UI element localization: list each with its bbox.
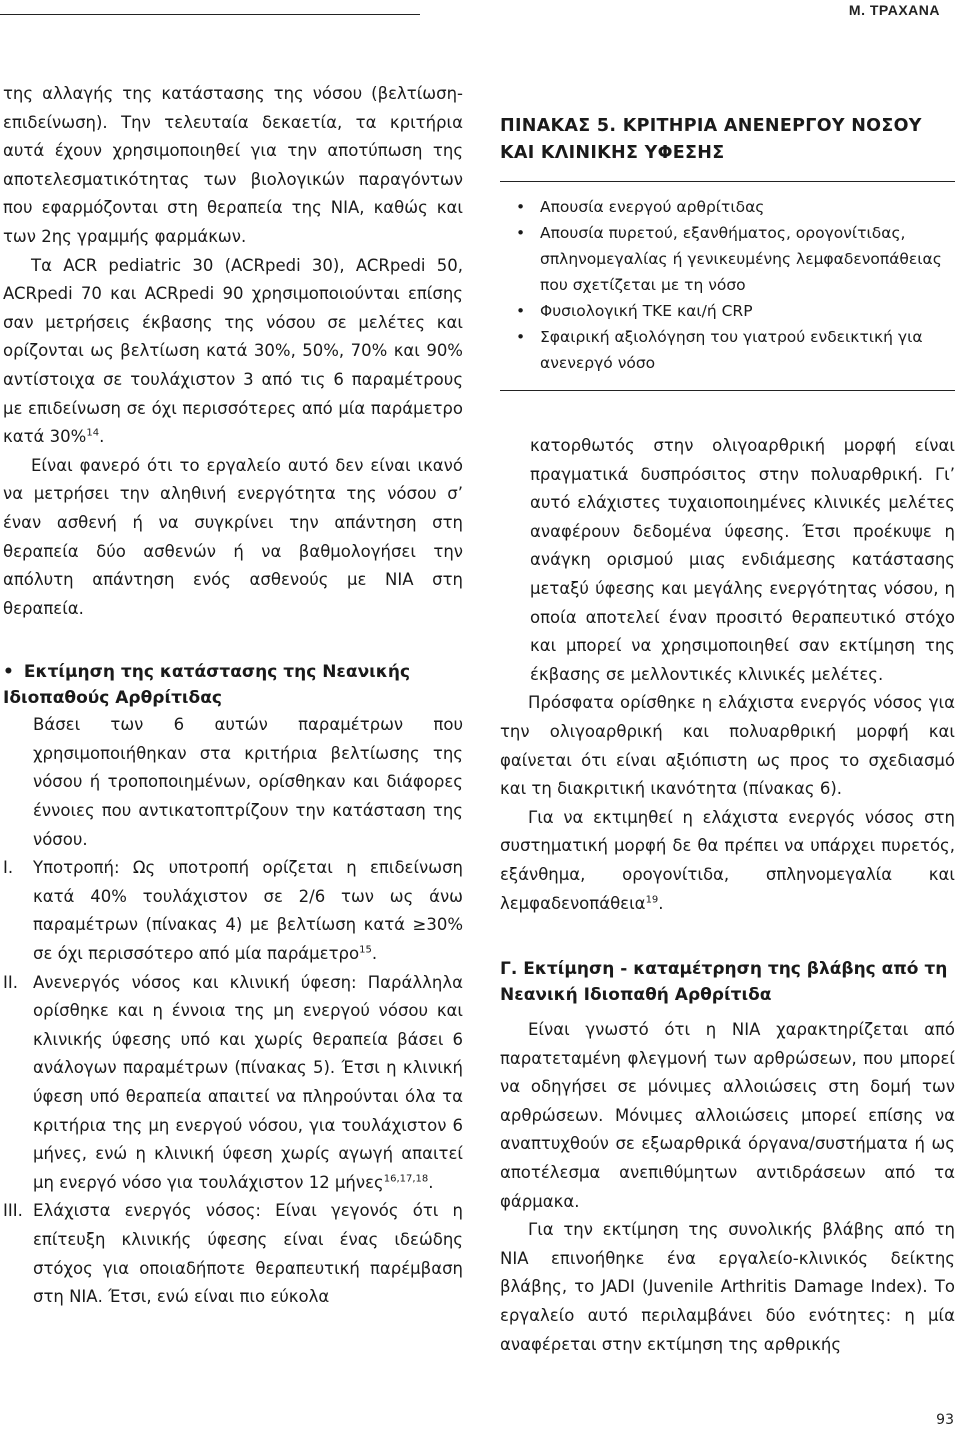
list-item: • Σφαιρική αξιολόγηση του γιατρού ενδεικτική για ανενεργό νόσο	[516, 324, 955, 376]
paragraph: Είναι γνωστό ότι η ΝΙΑ χαρακτηρίζεται από παρατεταμένη φλεγμονή των αρθρώσεων, που μπορεί να οδηγήσει σε μόνιμες αλλοιώσεις στη δομή των αρθρώσεων. Μόνιμες αλλοιώσεις μπορεί επίσης να αναπτυχθούν σε εξωαρθρικά όργανα/συστήματα ή ως αποτέλεσμα ανεπιθύμητων αντιδράσεων από τα φάρμακα.	[500, 1020, 955, 1211]
list-item: III. Ελάχιστα ενεργός νόσος: Είναι γεγονός ότι η επίτευξη κλινικής ύφεσης είναι ένας ιδεώδης στόχος για οποιαδήποτε θεραπευτική παρέμβαση στη ΝΙΑ. Έτσι, ενώ είναι πιο εύκολα	[3, 1201, 463, 1307]
citation-ref: 15	[359, 944, 372, 956]
list-item: • Απουσία πυρετού, εξανθήματος, ορογονίτιδας, σπληνομεγαλίας ή γενικευμένης λεμφαδενοπάθειας που σχετίζεται με τη νόσο	[516, 220, 955, 298]
numbered-list	[3, 854, 463, 1312]
list-item: II. Ανενεργός νόσος και κλινική ύφεση: Παράλληλα ορίσθηκε και η έννοια της μη ενεργού νόσου και κλινικής ύφεσης υπό και χωρίς θεραπεία βάσει 6 ανάλογων παραμέτρων (πίνακας 5). Έτσι η κλινική ύφεση υπό θεραπεία απαιτεί να πληρούνται όλα τα κριτήρια της μη ενεργού νόσου, για τουλάχιστον 6 μήνες, ενώ η κλινική ύφεση χωρίς αγωγή απαιτεί μη ενεργό νόσο για τουλάχιστον 12 μήνες$^{16,17,18}$.	[3, 972, 463, 1192]
right-column	[500, 432, 955, 1359]
list-item: • Φυσιολογική ΤΚΕ και/ή CRP	[516, 298, 955, 324]
paragraph: της αλλαγής της κατάστασης της νόσου (βελτίωση-επιδείνωση). Την τελευταία δεκαετία, τα κριτήρια αυτά έχουν χρησιμοποιηθεί για την αποτύπωση της αποτελεσματικότητας των βιολογικών παραγόντων που εφαρμόζονται στη θεραπεία της ΝΙΑ, καθώς και των 2ης γραμμής φαρμάκων.	[3, 84, 463, 246]
table-rule-bottom	[500, 390, 955, 391]
paragraph: Για την εκτίμηση της συνολικής βλάβης από τη ΝΙΑ επινοήθηκε ένα εργαλείο-κλινικός δείκτης βλάβης, το JADI (Juvenile Arthritis Damage Index). Το εργαλείο αυτό περιλαμβάνει δύο ενότητες: η μία αναφέρεται στην εκτίμηση της αρθρικής	[500, 1220, 955, 1354]
table-5-box	[500, 113, 955, 403]
header-rule	[0, 14, 420, 15]
section-heading: Γ. Εκτίμηση - καταμέτρηση της βλάβης από τη Νεανική Ιδιοπαθή Αρθρίτιδα	[500, 959, 948, 1006]
citation-ref: 16,17,18	[383, 1173, 429, 1185]
citation-ref: 14	[86, 427, 100, 439]
bullet: •	[3, 662, 14, 683]
section-body	[33, 711, 463, 854]
list-item: I. Υποτροπή: Ως υποτροπή ορίζεται η επιδείνωση κατά 40% τουλάχιστον σε 2/6 των ως άνω παραμέτρων (πίνακας 4) με βελτίωση κατά ≥30% σε όχι περισσότερο από μία παράμετρο$^{15}$.	[3, 858, 463, 964]
running-header-author: Μ. ΤΡΑΧΑΝΑ	[848, 2, 940, 18]
table-rule-top	[500, 181, 955, 182]
page-number: 93	[936, 1412, 954, 1428]
section-heading: • Εκτίμηση της κατάστασης της Νεανικής Ιδιοπαθούς Αρθρίτιδας	[3, 662, 411, 709]
paragraph-acr-pediatric: Τα ACR pediatric 30 (ACRpedi 30), ACRpedi 50, ACRpedi 70 και ACRpedi 90 χρησιμοποιούνται επίσης σαν μετρήσεις έκβασης της νόσου σε μελέτες και ορίζονται ως βελτίωση κατά 30%, 50%, 70% και 90% αντίστοιχα σε τουλάχιστον 3 από τις 6 παραμέτρους με επιδείνωση σε όχι περισσότερες από μία παράμετρο κατά 30%$^{14}$.	[3, 255, 463, 447]
paragraph: Βάσει των 6 αυτών παραμέτρων που χρησιμοποιήθηκαν στα κριτήρια βελτίωσης της νόσου ή τροποποιημένων, ορίσθηκαν και διάφορες έννοιες που αντικατοπτρίζουν την κατάσταση της νόσου.	[33, 715, 463, 849]
paragraph: Είναι φανερό ότι το εργαλείο αυτό δεν είναι ικανό να μετρήσει την αληθινή ενεργότητα της νόσου σ’ έναν ασθενή ή να συγκρίνει την απάντηση στη θεραπεία δύο ασθενών ή να βαθμολογήσει την απόλυτη απάντηση ενός ασθενούς με ΝΙΑ στη θεραπεία.	[3, 455, 463, 618]
citation-ref: 19	[645, 894, 659, 905]
paragraph: Πρόσφατα ορίσθηκε η ελάχιστα ενεργός νόσος για την ολιγοαρθρική και πολυαρθρική μορφή και φαίνεται ότι είναι αξιόπιστη ως προς το σχεδιασμό και τη διακριτική ικανότητα (πίνακας 6).	[500, 693, 955, 799]
criteria-list	[500, 194, 955, 376]
table-title: ΠΙΝΑΚΑΣ 5. ΚΡΙΤΗΡΙΑ ΑΝΕΝΕΡΓΟΥ ΝΟΣΟΥ ΚΑΙ ΚΛΙΝΙΚΗΣ ΥΦΕΣΗΣ	[500, 116, 922, 163]
paragraph: Για να εκτιμηθεί η ελάχιστα ενεργός νόσος στη συστηματική μορφή δε θα πρέπει να υπάρχει πυρετός, εξάνθημα, ορογονίτιδα, σπληνομεγαλία και λεμφαδενοπάθεια$^{19}$.	[500, 807, 955, 913]
paragraph: κατορθωτός στην ολιγοαρθρική μορφή είναι πραγματικά δυσπρόσιτος στην πολυαρθρική. Γι’ αυτό ελάχιστες τυχαιοποιημένες κλινικές μελέτες αναφέρουν δεδομένα ύφεσης. Έτσι προέκυψε η ανάγκη ορισμού μιας ενδιάμεσης κατάστασης μεταξύ ύφεσης και μεγάλης ενεργότητας νόσου, η οποία αποτελεί έναν προσιτό θεραπευτικό στόχο και μπορεί να χρησιμοποιηθεί σαν εκτίμηση της έκβασης σε μελλοντικές κλινικές μελέτες.	[530, 436, 955, 684]
left-column	[3, 80, 463, 1312]
list-item: • Απουσία ενεργού αρθρίτιδας	[516, 194, 955, 220]
